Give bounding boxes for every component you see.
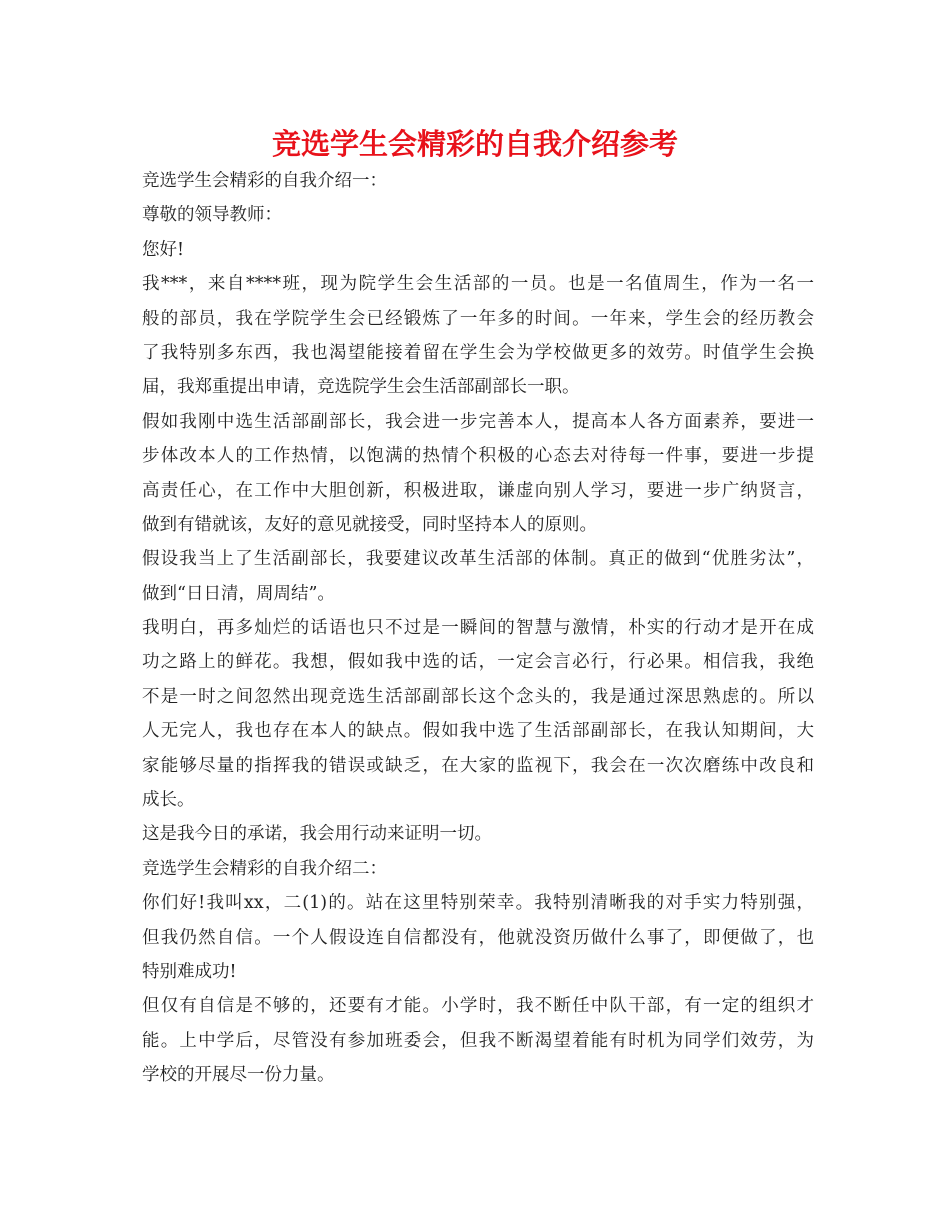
body-line: 我***，来自****班，现为院学生会生活部的一员。也是一名值周生，作为一名一 xyxy=(142,274,814,295)
body-line: 功之路上的鲜花。我想，假如我中选的话，一定会言必行，行必果。相信我，我绝 xyxy=(142,652,814,673)
body-line: 我明白，再多灿烂的话语也只不过是一瞬间的智慧与激情，朴实的行动才是开在成 xyxy=(142,618,814,639)
body-line: 但仅有自信是不够的，还要有才能。小学时，我不断任中队干部，有一定的组织才 xyxy=(142,996,814,1017)
body-line: 了我特别多东西，我也渴望能接着留在学生会为学校做更多的效劳。时值学生会换 xyxy=(142,342,814,363)
body-line: 成长。 xyxy=(142,790,195,811)
document-body xyxy=(142,164,814,1093)
body-line: 这是我今日的承诺，我会用行动来证明一切。 xyxy=(142,824,492,845)
body-line: 高责任心，在工作中大胆创新，积极进取，谦虚向别人学习，要进一步广纳贤言， xyxy=(142,480,814,501)
body-line: 特别难成功! xyxy=(142,961,237,982)
body-line: 做到“日日清，周周结”。 xyxy=(142,583,335,604)
body-line: 但我仍然自信。一个人假设连自信都没有，他就没资历做什么事了，即便做了，也 xyxy=(142,927,814,948)
body-line: 假如我刚中选生活部副部长，我会进一步完善本人，提高本人各方面素养，要进一 xyxy=(142,411,814,432)
section-heading-1: 竞选学生会精彩的自我介绍一： xyxy=(142,171,387,191)
body-line: 家能够尽量的指挥我的错误或缺乏，在大家的监视下，我会在一次次磨练中改良和 xyxy=(142,755,814,776)
body-line: 届，我郑重提出申请，竞选院学生会生活部副部长一职。 xyxy=(142,377,580,398)
body-line: 做到有错就该，友好的意见就接受，同时坚持本人的原则。 xyxy=(142,514,597,535)
body-line: 人无完人，我也存在本人的缺点。假如我中选了生活部副部长，在我认知期间，大 xyxy=(142,721,814,742)
body-line: 假设我当上了生活副部长，我要建议改革生活部的体制。真正的做到“优胜劣汰”， xyxy=(142,549,814,570)
body-line: 学校的开展尽一份力量。 xyxy=(142,1065,335,1086)
section-heading-2: 竞选学生会精彩的自我介绍二： xyxy=(142,858,387,879)
salutation: 尊敬的领导教师： xyxy=(142,205,282,226)
body-line: 不是一时之间忽然出现竞选生活部副部长这个念头的，我是通过深思熟虑的。所以 xyxy=(142,686,814,707)
document-title: 竞选学生会精彩的自我介绍参考 xyxy=(271,127,678,161)
body-line: 般的部员，我在学院学生会已经锻炼了一年多的时间。一年来，学生会的经历教会 xyxy=(142,308,814,329)
body-line: 能。上中学后，尽管没有参加班委会，但我不断渴望着能有时机为同学们效劳，为 xyxy=(142,1030,814,1051)
body-line: 步体改本人的工作热情，以饱满的热情个积极的心态去对待每一件事，要进一步提 xyxy=(142,446,814,467)
greeting: 您好! xyxy=(142,239,185,260)
body-line: 你们好!我叫xx，二(1)的。站在这里特别荣幸。我特别清晰我的对手实力特别强， xyxy=(142,893,814,914)
